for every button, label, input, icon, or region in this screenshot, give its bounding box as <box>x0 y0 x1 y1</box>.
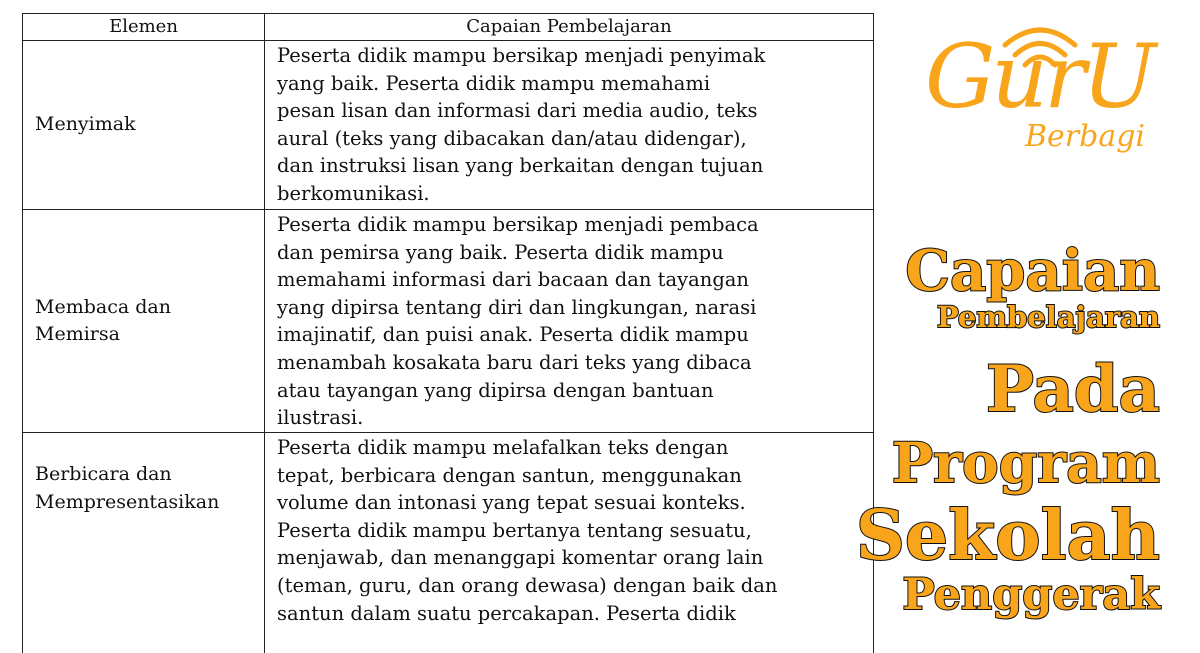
outcome-line: menambah kosakata baru dari teks yang dibaca <box>277 350 752 374</box>
outcome-line: menjawab, dan menanggapi komentar orang lain <box>277 546 764 570</box>
guru-berbagi-logo <box>925 15 1155 185</box>
element-cell <box>23 433 265 653</box>
title-line: Pembelajaran <box>936 300 1160 334</box>
outcome-line: Peserta didik mampu bersikap menjadi penyimak <box>277 44 766 67</box>
outcome-line: memahami informasi dari bacaan dan tayangan <box>277 268 749 292</box>
outcome-line: atau tayangan yang dipirsa dengan bantuan <box>277 378 714 402</box>
title-line: Program <box>891 430 1160 495</box>
table-row <box>23 210 873 433</box>
outcome-line: imajinatif, dan puisi anak. Peserta didik mampu <box>277 323 749 347</box>
outcome-line: pesan lisan dan informasi dari media audio, teks <box>277 99 758 123</box>
table-row <box>23 41 873 210</box>
outcome-line: dan pemirsa yang baik. Peserta didik mampu <box>277 240 724 264</box>
outcome-line: ilustrasi. <box>277 406 364 430</box>
element-cell: Menyimak <box>23 41 265 209</box>
outcome-line: yang baik. Peserta didik mampu memahami <box>277 71 711 95</box>
logo-sub-text: Berbagi <box>1025 119 1146 154</box>
learning-outcomes-table <box>22 13 874 653</box>
table-header-row <box>23 14 873 41</box>
title-line: Capaian <box>905 238 1160 304</box>
outcome-line: yang dipirsa tentang diri dan lingkungan, narasi <box>277 295 757 319</box>
outcome-line: Peserta didik mampu bertanya tentang sesuatu, <box>277 518 752 542</box>
outcome-line: volume dan intonasi yang tepat sesuai konteks. <box>277 491 746 515</box>
header-elemen: Elemen <box>23 14 265 40</box>
outcome-cell <box>265 433 873 653</box>
table-row <box>23 433 873 653</box>
outcome-line: tepat, berbicara dengan santun, menggunakan <box>277 463 742 487</box>
outcome-cell <box>265 210 873 432</box>
element-cell <box>23 210 265 432</box>
outcome-cell <box>265 41 873 209</box>
outcome-line: santun dalam suatu percakapan. Peserta didik <box>277 601 736 625</box>
title-line: Sekolah <box>855 496 1160 576</box>
outcome-line: aural (teks yang dibacakan dan/atau didengar), <box>277 126 747 150</box>
title-line: Pada <box>985 352 1160 427</box>
element-label: Berbicara dan Mempresentasikan <box>35 463 220 513</box>
logo-main-text: GurU <box>925 25 1153 128</box>
element-label: Membaca dan Memirsa <box>35 295 171 345</box>
outcome-line: Peserta didik mampu bersikap menjadi pembaca <box>277 213 759 236</box>
title-line: Penggerak <box>902 570 1160 620</box>
outcome-line: (teman, guru, dan orang dewasa) dengan baik dan <box>277 573 778 597</box>
header-capaian: Capaian Pembelajaran <box>466 16 672 37</box>
outcome-line: Peserta didik mampu melafalkan teks dengan <box>277 436 729 459</box>
outcome-line: berkomunikasi. <box>277 181 430 205</box>
outcome-line: dan instruksi lisan yang berkaitan dengan tujuan <box>277 154 764 178</box>
